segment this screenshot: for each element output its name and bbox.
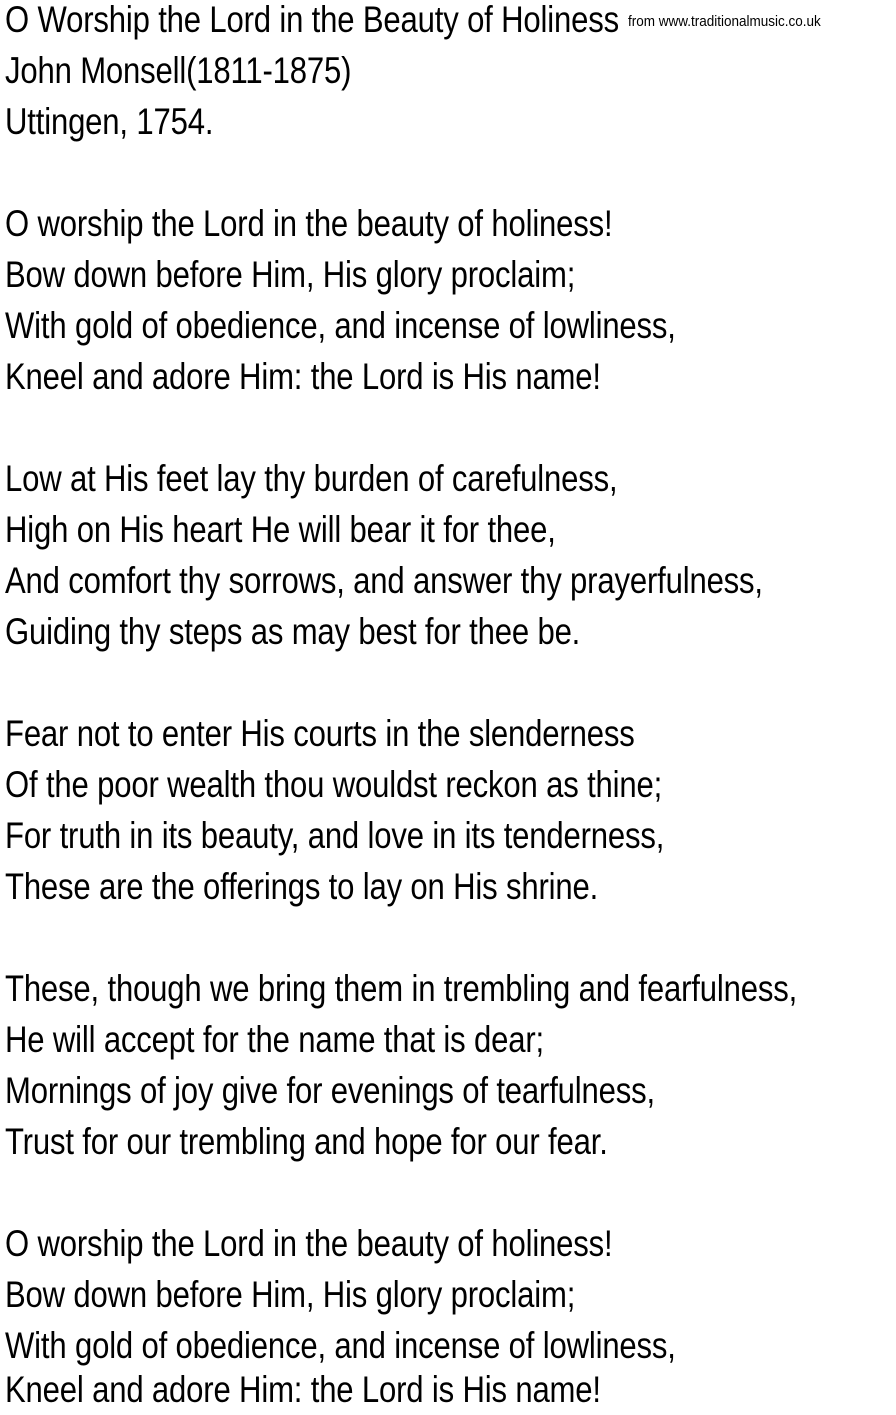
hymn-tune: Uttingen, 1754. <box>5 101 214 142</box>
hymn-author: John Monsell(1811-1875) <box>5 50 352 91</box>
hymn-title: O Worship the Lord in the Beauty of Holiness <box>5 0 619 40</box>
verse-line: With gold of obedience, and incense of lowliness, <box>5 1325 676 1366</box>
verse-line: These, though we bring them in trembling and fearfulness, <box>5 968 798 1009</box>
verse-line: And comfort thy sorrows, and answer thy prayerfulness, <box>5 560 763 601</box>
verse-line: O worship the Lord in the beauty of holiness! <box>5 1223 613 1264</box>
verse-line: With gold of obedience, and incense of lowliness, <box>5 305 676 346</box>
verse-line: Kneel and adore Him: the Lord is His name! <box>5 356 601 397</box>
verse-line: High on His heart He will bear it for thee, <box>5 509 556 550</box>
verse-line: Guiding thy steps as may best for thee be. <box>5 611 581 652</box>
verse-line: Fear not to enter His courts in the slenderness <box>5 713 635 754</box>
source-watermark: from www.traditionalmusic.co.uk <box>628 13 821 30</box>
verse-line: Mornings of joy give for evenings of tearfulness, <box>5 1070 655 1111</box>
verse-line: Kneel and adore Him: the Lord is His name! <box>5 1369 601 1410</box>
verse-line: Bow down before Him, His glory proclaim; <box>5 254 576 295</box>
verse-line: For truth in its beauty, and love in its tenderness, <box>5 815 665 856</box>
verse-line: These are the offerings to lay on His shrine. <box>5 866 599 907</box>
verse-line: Of the poor wealth thou wouldst reckon as thine; <box>5 764 663 805</box>
verse-line: O worship the Lord in the beauty of holiness! <box>5 203 613 244</box>
verse-line: He will accept for the name that is dear; <box>5 1019 545 1060</box>
verse-line: Trust for our trembling and hope for our fear. <box>5 1121 608 1162</box>
verse-line: Bow down before Him, His glory proclaim; <box>5 1274 576 1315</box>
verse-line: Low at His feet lay thy burden of carefulness, <box>5 458 618 499</box>
